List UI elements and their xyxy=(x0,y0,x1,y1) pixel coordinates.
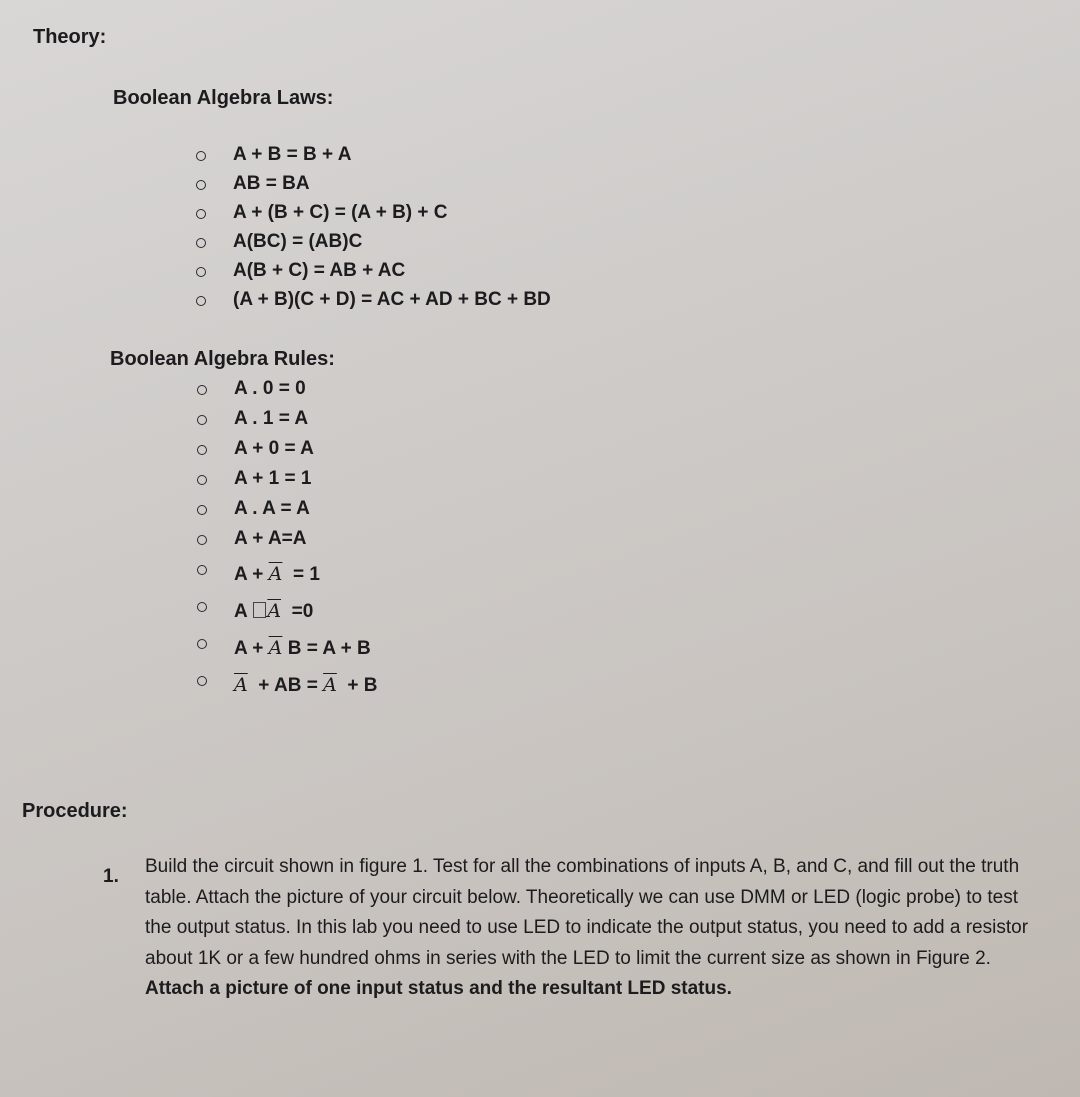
rule-expression xyxy=(234,637,371,660)
complement-term: $\overline{A}$ xyxy=(268,637,283,659)
rule-lhs: A xyxy=(234,601,248,622)
bullet-circle-icon xyxy=(197,445,207,455)
bullet-circle-icon xyxy=(197,676,207,686)
law-expression: A + (B + C) = (A + B) + C xyxy=(233,202,448,223)
complement-term: $\overline{A}$ xyxy=(268,563,283,585)
complement-term: $\overline{A}$ xyxy=(323,674,337,696)
rule-expression: A + 1 = 1 xyxy=(234,468,312,489)
rule-expression xyxy=(234,600,313,623)
rule-mid: + AB = xyxy=(258,675,318,696)
bullet-circle-icon xyxy=(196,267,206,277)
theory-heading: Theory: xyxy=(33,26,107,48)
rule-rhs: + B xyxy=(347,675,378,696)
law-expression: A + B = B + A xyxy=(233,144,352,165)
bullet-circle-icon xyxy=(197,565,207,575)
rule-expression: A + A=A xyxy=(234,528,307,549)
rule-expression xyxy=(234,674,377,697)
law-expression: A(B + C) = AB + AC xyxy=(233,260,406,281)
bullet-circle-icon xyxy=(197,639,207,649)
step-number: 1. xyxy=(103,866,119,887)
bullet-circle-icon xyxy=(196,296,206,306)
bullet-circle-icon xyxy=(197,415,207,425)
law-expression: (A + B)(C + D) = AC + AD + BC + BD xyxy=(233,289,551,310)
rules-heading: Boolean Algebra Rules: xyxy=(110,348,335,370)
bullet-circle-icon xyxy=(197,505,207,515)
complement-term: $\overline{A}$ xyxy=(234,674,248,696)
bullet-circle-icon xyxy=(197,385,207,395)
procedure-step xyxy=(103,852,1043,1005)
complement-term: $\overline{A}$ xyxy=(267,600,282,622)
bullet-circle-icon xyxy=(196,151,206,161)
step-bold-text: Attach a picture of one input status and the resultant LED status. xyxy=(145,978,732,999)
rule-expression: A . 1 = A xyxy=(234,408,309,429)
bullet-circle-icon xyxy=(197,602,207,612)
law-expression: AB = BA xyxy=(233,173,310,194)
rule-lhs: A + xyxy=(234,564,264,585)
procedure-list xyxy=(103,852,1043,1005)
bullet-circle-icon xyxy=(196,180,206,190)
rule-rhs: =0 xyxy=(291,601,314,622)
missing-glyph-box-icon xyxy=(253,602,266,618)
bullet-circle-icon xyxy=(196,209,206,219)
rule-rhs: B = A + B xyxy=(287,638,371,659)
rule-expression xyxy=(234,563,320,586)
bullet-circle-icon xyxy=(196,238,206,248)
procedure-heading: Procedure: xyxy=(22,800,128,822)
rule-expression: A + 0 = A xyxy=(234,438,314,459)
law-expression: A(BC) = (AB)C xyxy=(233,231,363,252)
bullet-circle-icon xyxy=(197,475,207,485)
rule-expression: A . 0 = 0 xyxy=(234,378,306,399)
rule-rhs: = 1 xyxy=(292,564,320,585)
rule-lhs: A + xyxy=(234,638,264,659)
laws-heading: Boolean Algebra Laws: xyxy=(113,87,334,109)
step-text: Build the circuit shown in figure 1. Test for all the combinations of inputs A, B, and C, and fill out the truth table. Attach the picture of your circuit below. Theoretically we can use DMM or LED (logic probe) to test the output status. In this lab you need to use LED to indicate the output status, you need to add a resistor about 1K or a few hundred ohms in series with the LED to limit the current size as shown in Figure 2. xyxy=(145,856,1029,969)
bullet-circle-icon xyxy=(197,535,207,545)
rule-expression: A . A = A xyxy=(234,498,310,519)
